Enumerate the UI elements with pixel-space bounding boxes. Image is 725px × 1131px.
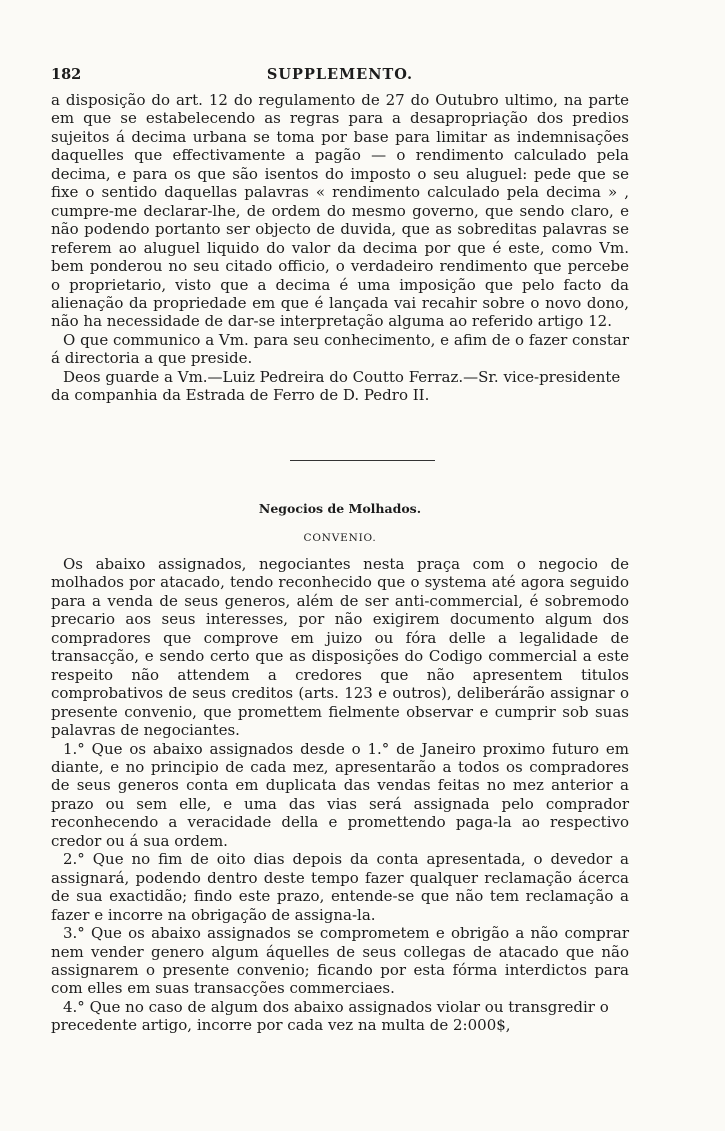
section-divider [290,460,435,461]
convention-article-3: 3.° Que os abaixo assignados se comprometem e obrigão a não comprar nem vender genero algum áquelles de seus collegas de atacado que não assignarem o presente convenio; ficando por esta fórma interdictos para com elles em suas transacções commerciaes. [51,924,629,998]
section-title: Negocios de Molhados. [258,501,422,516]
running-header [51,66,629,84]
page-number: 182 [51,66,82,83]
convention-article-1: 1.° Que os abaixo assignados desde o 1.° de Janeiro proximo futuro em diante, e no principio de cada mez, apresentarão a todos os compradores de seus generos conta em duplicata das vendas feitas no mez anterior a prazo ou sem elle, e uma das vias será assignada pelo comprador reconhecendo a veracidade della e promettendo paga-la ao respectivo credor ou á sua ordem. [51,739,629,850]
letter-signature: Deos guarde a Vm.—Luiz Pedreira do Coutto Ferraz.—Sr. vice-presidente da companhia da Estrada de Ferro de D. Pedro II. [51,367,621,405]
running-title: SUPPLEMENTO. [266,66,414,83]
section-subtitle: CONVENIO. [303,532,377,544]
letter-paragraph-2: O que communico a Vm. para seu conhecimento, e afim de o fazer constar á directoria a que preside. [51,330,629,368]
convention-article-2: 2.° Que no fim de oito dias depois da conta apresentada, o devedor a assignará, podendo dentro deste tempo fazer qualquer reclamação ácerca de sua exactidão; findo este prazo, entende-se que não tem reclamação a fazer e incorre na obrigação de assigna-la. [51,850,629,924]
convention-body [51,555,629,1035]
letter-paragraph-1: a disposição do art. 12 do regulamento de 27 do Outubro ultimo, na parte em que se estabelecendo as regras para a desapropriação dos predios sujeitos á decima urbana se toma por base para limitar as indemnisações daquelles que effectivamente a pagão — o rendimento calculado pela decima, e para os que são isentos do imposto o seu aluguel: pede que se fixe o sentido daquellas palavras « rendimento calculado pela decima » , cumpre-me declarar-lhe, de ordem do mesmo governo, que sendo claro, e não podendo portanto ser objecto de duvida, que as sobreditas palavras se referem ao aluguel liquido do valor da decima por que é este, como Vm. bem ponderou no seu citado officio, o verdadeiro rendimento que percebe o proprietario, visto que a decima é uma imposição que pelo facto da alienação da propriedade em que é lançada vai recahir sobre o novo dono, não ha necessidade de dar-se interpretação alguma ao referido artigo 12. [51,91,629,331]
letter-body [51,91,629,405]
convention-article-4: 4.° Que no caso de algum dos abaixo assignados violar ou transgredir o precedente artigo, incorre por cada vez na multa de 2:000$, [51,997,609,1035]
convention-preamble: Os abaixo assignados, negociantes nesta praça com o negocio de molhados por atacado, tendo reconhecido que o systema até agora seguido para a venda de seus generos, além de ser anti-commercial, é sobremodo precario aos seus interesses, por não exigirem documento algum dos compradores que comprove em juizo ou fóra delle a legalidade de transacção, e sendo certo que as disposições do Codigo commercial a este respeito não attendem a credores que não apresentem titulos comprobativos de seus creditos (arts. 123 e outros), deliberárão assignar o presente convenio, que promettem fielmente observar e cumprir sob suas palavras de negociantes. [51,555,629,740]
